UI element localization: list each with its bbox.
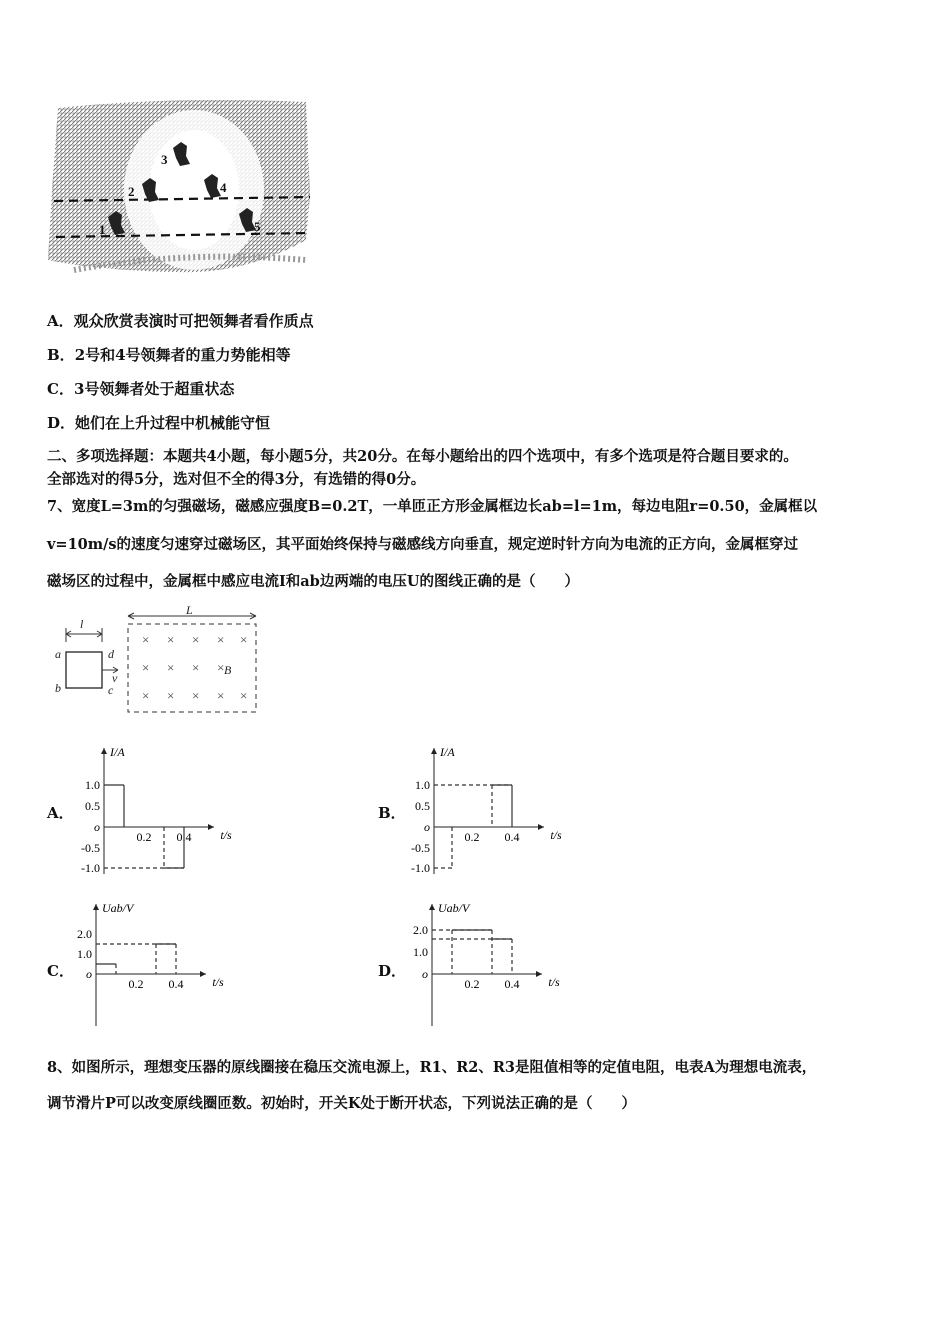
dancer-label-5: 5 <box>254 219 261 234</box>
y-tick-label: -0.5 <box>81 841 100 855</box>
graph-option-b-key: B． <box>378 804 406 822</box>
field-cross: × <box>217 688 225 703</box>
x-tick-label: 0.2 <box>464 977 480 991</box>
graph-option-a-key: A． <box>47 804 74 822</box>
y-tick-label: -0.5 <box>411 841 430 855</box>
field-cross: × <box>142 688 150 703</box>
x-tick-label: 0.2 <box>464 830 480 844</box>
fig7-d-label: d <box>108 647 114 661</box>
y-tick-label: 0.5 <box>85 799 100 813</box>
x-axis-label: t/s <box>548 975 560 989</box>
x-axis-arrow <box>536 971 542 977</box>
dancer-label-2: 2 <box>128 184 135 199</box>
section2-instructions-line1: 二、多项选择题：本题共4小题，每小题5分，共20分。在每小题给出的四个选项中，有多个选项是符合题目要求的。 <box>47 448 798 465</box>
field-cross: × <box>167 660 175 675</box>
x-axis-arrow <box>538 824 544 830</box>
x-tick-label: 0.4 <box>504 830 520 844</box>
y-tick-label: 2.0 <box>413 923 428 937</box>
dancer-label-3: 3 <box>161 152 168 167</box>
dance-stage-photo <box>44 100 312 278</box>
field-cross: × <box>192 632 200 647</box>
q7-field-figure <box>52 606 262 718</box>
fig7-L-label: L <box>186 606 193 617</box>
field-cross: × <box>217 632 225 647</box>
fig7-b-label: b <box>55 681 61 695</box>
y-tick-label: o <box>94 820 100 834</box>
section2-instructions-line2: 全部选对的得5分，选对但不全的得3分，有选错的得0分。 <box>47 471 426 488</box>
field-cross: × <box>142 632 150 647</box>
x-tick-label: 0.2 <box>136 830 152 844</box>
fig7-B-label: B <box>224 663 232 677</box>
graph-option-c <box>72 898 232 1033</box>
y-axis-label: Uab/V <box>102 901 134 915</box>
x-tick-label: 0.4 <box>176 830 192 844</box>
graph-option-b <box>402 740 562 880</box>
x-axis-label: t/s <box>550 828 562 842</box>
y-axis-arrow <box>429 904 435 910</box>
y-tick-label: o <box>424 820 430 834</box>
q6-option-d: D．她们在上升过程中机械能守恒 <box>47 414 271 432</box>
y-axis-arrow <box>431 748 437 754</box>
x-axis-label: t/s <box>212 975 224 989</box>
y-axis-label: I/A <box>110 745 125 759</box>
x-axis-arrow <box>200 971 206 977</box>
q6-option-a: A．观众欣赏表演时可把领舞者看作质点 <box>47 312 314 330</box>
graph-option-c-key: C． <box>47 962 74 980</box>
y-tick-label: o <box>86 967 92 981</box>
q7-stem-line1: 7、宽度L=3m的匀强磁场，磁感应强度B=0.2T，一单匝正方形金属框边长ab=l=1m，每边电阻r=0.50，金属框以 <box>47 498 818 515</box>
y-tick-label: 1.0 <box>85 778 100 792</box>
dancer-label-1: 1 <box>99 222 106 237</box>
graph-option-d-key: D． <box>378 962 407 980</box>
y-tick-label: -1.0 <box>411 861 430 875</box>
field-cross: × <box>217 660 225 675</box>
field-cross: × <box>167 632 175 647</box>
y-axis-label: I/A <box>440 745 455 759</box>
q8-stem-line2: 调节滑片P可以改变原线圈匝数。初始时，开关K处于断开状态，下列说法正确的是（ ） <box>47 1095 637 1112</box>
field-crosses <box>142 632 247 703</box>
q7-stem-line3: 磁场区的过程中，金属框中感应电流I和ab边两端的电压U的图线正确的是（ ） <box>47 573 579 590</box>
y-tick-label: 2.0 <box>77 927 92 941</box>
fig7-l-label: l <box>80 617 84 631</box>
field-cross: × <box>167 688 175 703</box>
fig7-a-label: a <box>55 647 61 661</box>
x-tick-label: 0.4 <box>504 977 520 991</box>
graph-option-a <box>72 740 232 880</box>
y-tick-label: 1.0 <box>77 947 92 961</box>
field-cross: × <box>192 660 200 675</box>
x-axis-label: t/s <box>220 828 232 842</box>
y-tick-label: 0.5 <box>415 799 430 813</box>
graph-option-d <box>402 898 562 1033</box>
field-cross: × <box>240 688 248 703</box>
q6-option-b: B．2号和4号领舞者的重力势能相等 <box>47 346 291 364</box>
fig7-v-label: v <box>112 671 118 685</box>
y-axis-arrow <box>93 904 99 910</box>
dancer-label-4: 4 <box>220 180 227 195</box>
x-tick-label: 0.2 <box>128 977 144 991</box>
q8-stem-line1: 8、如图所示，理想变压器的原线圈接在稳压交流电源上，R1、R2、R3是阻值相等的定值电阻，电表A为理想电流表， <box>47 1059 817 1076</box>
y-tick-label: 1.0 <box>415 778 430 792</box>
y-axis-arrow <box>101 748 107 754</box>
y-tick-label: -1.0 <box>81 861 100 875</box>
y-axis-label: Uab/V <box>438 901 470 915</box>
fig7-c-label: c <box>108 683 114 697</box>
q7-stem-line2: v=10m/s的速度匀速穿过磁场区，其平面始终保持与磁感线方向垂直，规定逆时针方向为电流的正方向，金属框穿过 <box>47 536 799 553</box>
y-tick-label: o <box>422 967 428 981</box>
y-tick-label: 1.0 <box>413 945 428 959</box>
q6-option-c: C．3号领舞者处于超重状态 <box>47 380 235 398</box>
x-axis-arrow <box>208 824 214 830</box>
field-cross: × <box>192 688 200 703</box>
field-cross: × <box>240 632 248 647</box>
field-cross: × <box>142 660 150 675</box>
x-tick-label: 0.4 <box>168 977 184 991</box>
